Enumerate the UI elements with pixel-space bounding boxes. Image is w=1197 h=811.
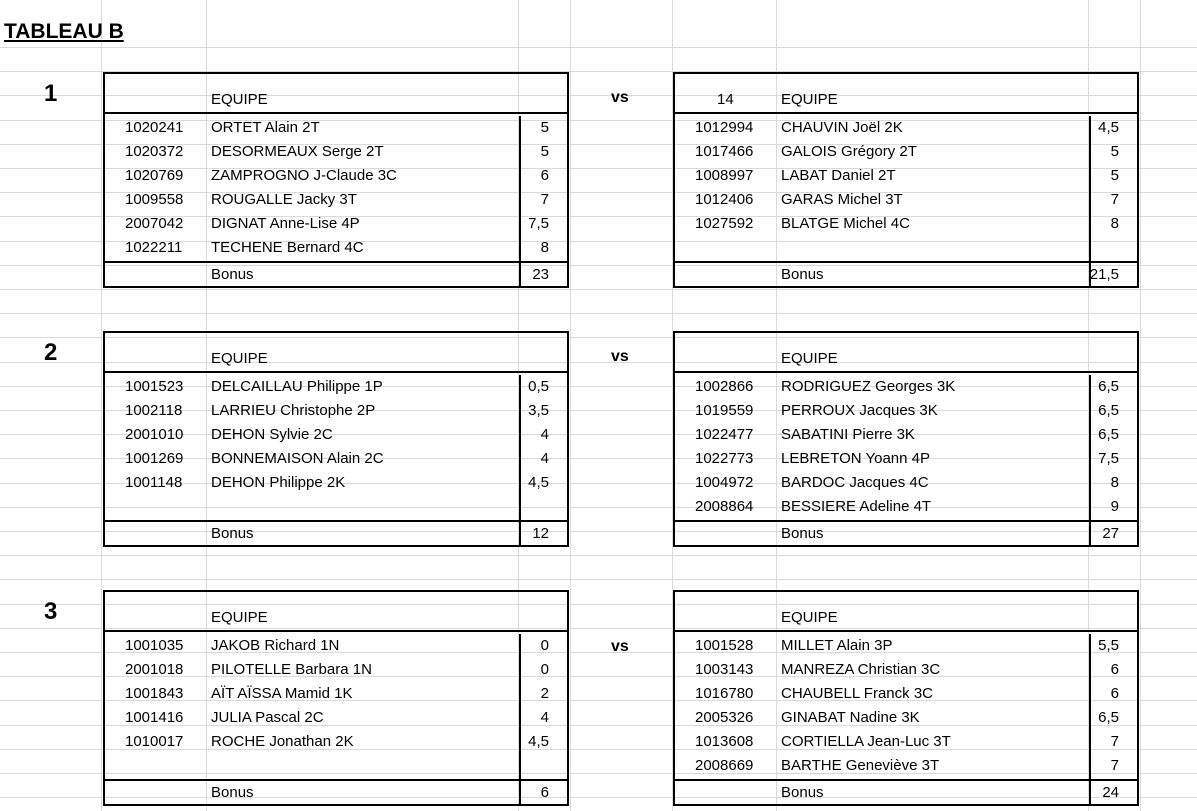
player-name[interactable]: CHAUVIN Joël 2K [781,119,903,136]
player-score[interactable]: 6 [540,167,549,184]
player-row [675,447,1137,471]
player-name[interactable]: CHAUBELL Franck 3C [781,685,933,702]
gridline [0,313,1197,314]
player-name[interactable]: DEHON Sylvie 2C [211,426,333,443]
team-bonus-row [675,261,1137,286]
player-score[interactable]: 4 [540,426,549,443]
player-name[interactable]: BLATGE Michel 4C [781,215,910,232]
player-score[interactable]: 5,5 [1098,637,1119,654]
player-row [675,754,1137,778]
team-bonus-row [105,261,567,286]
player-row [105,399,567,423]
bonus-label[interactable]: Bonus [781,784,824,801]
player-id[interactable]: 1001269 [125,450,184,467]
player-row [675,682,1137,706]
player-id[interactable]: 1020769 [125,167,184,184]
team-left-match-2 [103,331,569,547]
bonus-label[interactable]: Bonus [211,525,254,542]
player-id[interactable]: 1003143 [695,661,754,678]
team-header [675,333,1137,373]
player-name[interactable]: ORTET Alain 2T [211,119,320,136]
score-column-divider [1089,779,1091,806]
player-row [105,236,567,260]
team-players [105,634,567,779]
match-number: 3 [44,598,58,625]
player-score[interactable]: 5 [540,143,549,160]
player-name[interactable]: MANREZA Christian 3C [781,661,941,678]
player-score[interactable]: 7 [540,191,549,208]
player-id[interactable]: 1008997 [695,167,754,184]
gridline [0,47,1197,48]
player-name[interactable]: MILLET Alain 3P [781,637,893,654]
player-score[interactable]: 6,5 [1098,709,1119,726]
player-row [675,116,1137,140]
player-id[interactable]: 1020241 [125,119,184,136]
player-score[interactable]: 6 [1110,685,1119,702]
team-header-label[interactable]: EQUIPE [211,91,268,108]
gridline [1140,0,1141,811]
player-row [105,164,567,188]
team-header-number[interactable]: 14 [717,91,734,108]
player-id[interactable]: 1019559 [695,402,754,419]
gridline [570,0,571,811]
vs-label: vs [611,348,629,365]
player-score[interactable]: 6,5 [1098,402,1119,419]
player-id[interactable]: 1013608 [695,733,754,750]
player-row [105,375,567,399]
score-column-divider [1089,520,1091,547]
score-column-divider [519,261,521,288]
player-name[interactable]: ROUGALLE Jacky 3T [211,191,357,208]
player-row [105,116,567,140]
player-row [105,423,567,447]
player-row [105,471,567,495]
player-row [105,212,567,236]
player-id[interactable]: 1022773 [695,450,754,467]
player-id[interactable]: 1001528 [695,637,754,654]
player-name[interactable]: JULIA Pascal 2C [211,709,324,726]
team-left-match-3 [103,590,569,806]
match-number: 2 [44,339,58,366]
player-id[interactable]: 1001148 [125,474,183,491]
team-left-match-1 [103,72,569,288]
player-row [675,212,1137,236]
player-id[interactable]: 2001010 [125,426,184,443]
team-header [675,592,1137,632]
player-name[interactable]: LEBRETON Yoann 4P [781,450,930,467]
player-row [105,754,567,778]
bonus-label[interactable]: Bonus [781,525,824,542]
player-name[interactable]: GALOIS Grégory 2T [781,143,917,160]
sheet-title: TABLEAU B [4,20,124,43]
team-players [105,375,567,520]
player-id[interactable]: 1020372 [125,143,184,160]
team-header-label[interactable]: EQUIPE [781,609,838,626]
player-score[interactable]: 4 [540,709,549,726]
bonus-value[interactable]: 12 [532,525,549,542]
gridline [0,579,1197,580]
player-id[interactable]: 2005326 [695,709,754,726]
player-score[interactable]: 4,5 [1098,119,1119,136]
player-id[interactable]: 1012994 [695,119,754,136]
player-row [675,164,1137,188]
player-id[interactable]: 1027592 [695,215,754,232]
team-header-label[interactable]: EQUIPE [781,91,838,108]
player-score[interactable]: 7 [1110,757,1119,774]
player-name[interactable]: RODRIGUEZ Georges 3K [781,378,956,395]
team-right-match-3 [673,590,1139,806]
player-id[interactable]: 2008864 [695,498,754,515]
player-id[interactable]: 2008669 [695,757,754,774]
player-score[interactable]: 5 [1110,143,1119,160]
bonus-label[interactable]: Bonus [211,266,254,283]
team-right-match-1 [673,72,1139,288]
player-score[interactable]: 7,5 [528,215,549,232]
player-name[interactable]: JAKOB Richard 1N [211,637,340,654]
player-row [105,634,567,658]
player-name[interactable]: DEHON Philippe 2K [211,474,346,491]
player-score[interactable]: 7 [1110,191,1119,208]
player-score[interactable]: 8 [1110,215,1119,232]
player-name[interactable]: SABATINI Pierre 3K [781,426,915,443]
player-score[interactable]: 7,5 [1098,450,1119,467]
player-score[interactable]: 4,5 [528,474,549,491]
player-row [105,447,567,471]
player-name[interactable]: BARTHE Geneviève 3T [781,757,940,774]
player-id[interactable]: 2001018 [125,661,184,678]
player-name[interactable]: PILOTELLE Barbara 1N [211,661,372,678]
player-row [675,423,1137,447]
player-name[interactable]: DESORMEAUX Serge 2T [211,143,384,160]
player-id[interactable]: 1002866 [695,378,754,395]
player-row [675,399,1137,423]
player-id[interactable]: 1004972 [695,474,754,491]
player-row [675,495,1137,519]
player-id[interactable]: 1001416 [125,709,184,726]
player-score[interactable]: 7 [1110,733,1119,750]
team-header [105,592,567,632]
player-score[interactable]: 4 [540,450,549,467]
player-row [675,236,1137,260]
team-bonus-row [675,779,1137,804]
bonus-label[interactable]: Bonus [781,266,824,283]
gridline [101,0,102,811]
vs-label: vs [611,638,629,655]
player-score[interactable]: 5 [1110,167,1119,184]
player-id[interactable]: 1009558 [125,191,184,208]
player-score[interactable]: 0,5 [528,378,549,395]
player-score[interactable]: 8 [540,239,549,256]
team-bonus-row [105,520,567,545]
player-score[interactable]: 6,5 [1098,426,1119,443]
player-id[interactable]: 1022211 [125,239,183,256]
player-id[interactable]: 1016780 [695,685,754,702]
player-id[interactable]: 1017466 [695,143,754,160]
player-name[interactable]: BARDOC Jacques 4C [781,474,929,491]
player-row [675,188,1137,212]
bonus-value[interactable]: 21,5 [1089,266,1119,283]
gridline [0,555,1197,556]
player-score[interactable]: 2 [540,685,549,702]
bonus-value[interactable]: 23 [532,266,549,283]
player-score[interactable]: 0 [540,637,549,654]
player-score[interactable]: 4,5 [528,733,549,750]
player-name[interactable]: DELCAILLAU Philippe 1P [211,378,383,395]
gridline [0,289,1197,290]
player-row [105,188,567,212]
player-id[interactable]: 1022477 [695,426,754,443]
player-name[interactable]: LABAT Daniel 2T [781,167,896,184]
player-name[interactable]: GINABAT Nadine 3K [781,709,920,726]
player-row [675,706,1137,730]
player-id[interactable]: 1010017 [125,733,184,750]
player-score[interactable]: 9 [1110,498,1119,515]
bonus-value[interactable]: 24 [1102,784,1119,801]
bonus-value[interactable]: 27 [1102,525,1119,542]
team-players [675,634,1137,779]
team-header [105,333,567,373]
team-right-match-2 [673,331,1139,547]
team-header-label[interactable]: EQUIPE [211,609,268,626]
player-score[interactable]: 6 [1110,661,1119,678]
score-column-divider [519,520,521,547]
player-name[interactable]: LARRIEU Christophe 2P [211,402,376,419]
player-row [105,730,567,754]
player-name[interactable]: PERROUX Jacques 3K [781,402,938,419]
player-row [675,658,1137,682]
player-score[interactable]: 0 [540,661,549,678]
player-score[interactable]: 6,5 [1098,378,1119,395]
player-id[interactable]: 1001523 [125,378,184,395]
player-name[interactable]: GARAS Michel 3T [781,191,903,208]
player-row [675,634,1137,658]
player-row [105,140,567,164]
vs-label: vs [611,89,629,106]
team-header-label[interactable]: EQUIPE [781,350,838,367]
team-bonus-row [675,520,1137,545]
player-name[interactable]: BESSIERE Adeline 4T [781,498,932,515]
player-name[interactable]: DIGNAT Anne-Lise 4P [211,215,360,232]
player-row [675,471,1137,495]
team-header-label[interactable]: EQUIPE [211,350,268,367]
player-name[interactable]: BONNEMAISON Alain 2C [211,450,384,467]
player-score[interactable]: 8 [1110,474,1119,491]
player-row [105,706,567,730]
team-players [105,116,567,261]
score-column-divider [519,779,521,806]
team-bonus-row [105,779,567,804]
player-row [105,658,567,682]
bonus-value[interactable]: 6 [540,784,549,801]
player-name[interactable]: CORTIELLA Jean-Luc 3T [781,733,951,750]
team-header [675,74,1137,114]
player-row [675,375,1137,399]
player-id[interactable]: 2007042 [125,215,184,232]
team-header [105,74,567,114]
player-name[interactable]: TECHENE Bernard 4C [211,239,364,256]
player-row [105,682,567,706]
player-row [675,730,1137,754]
player-score[interactable]: 3,5 [528,402,549,419]
team-players [675,116,1137,261]
player-name[interactable]: AÏT AÏSSA Mamid 1K [211,685,353,702]
bonus-label[interactable]: Bonus [211,784,254,801]
player-id[interactable]: 1001843 [125,685,184,702]
player-row [105,495,567,519]
player-name[interactable]: ZAMPROGNO J-Claude 3C [211,167,397,184]
player-id[interactable]: 1002118 [125,402,183,419]
team-players [675,375,1137,520]
player-id[interactable]: 1001035 [125,637,184,654]
match-number: 1 [44,80,58,107]
player-id[interactable]: 1012406 [695,191,754,208]
player-row [675,140,1137,164]
player-name[interactable]: ROCHE Jonathan 2K [211,733,354,750]
player-score[interactable]: 5 [540,119,549,136]
